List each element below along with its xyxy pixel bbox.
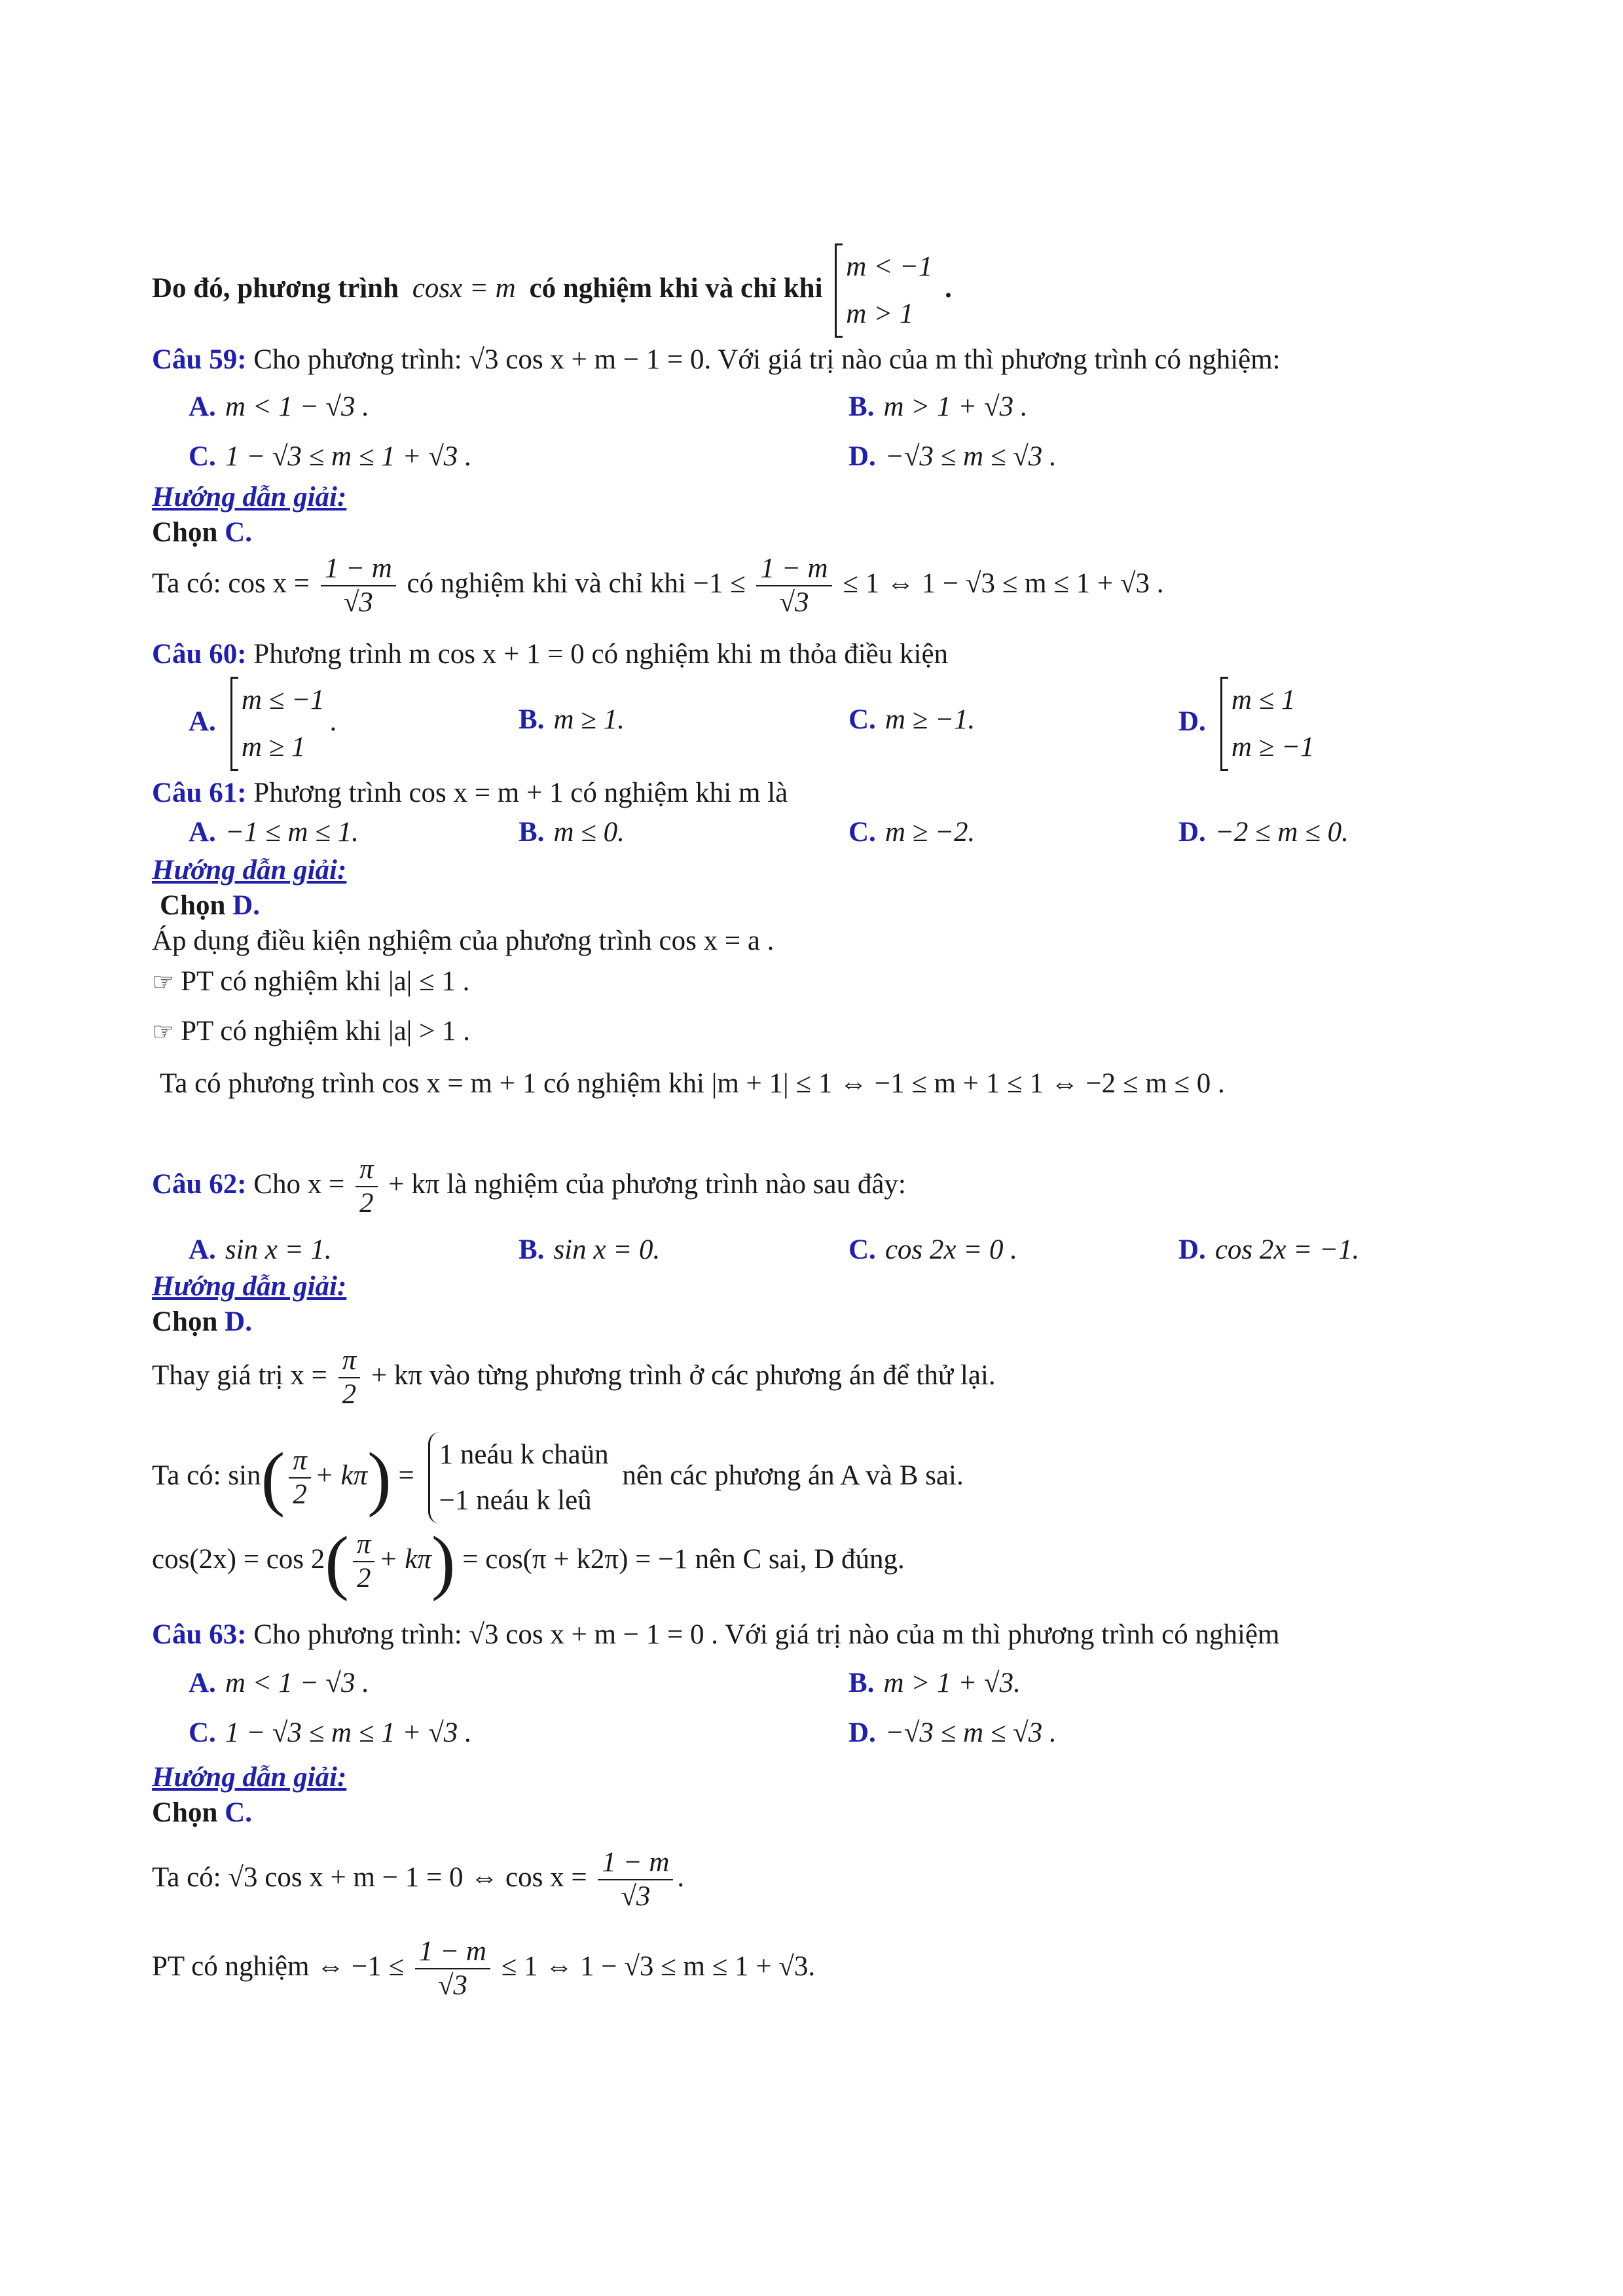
q62-sol3: cos(2x) = cos 2( $\frac{\pi}{2}$ + kπ) = cos(π + k2π) = −1 nên C sai, D đúng. xyxy=(152,1522,905,1602)
q61-option-c: C. m ≥ −2. xyxy=(848,817,976,848)
q62-sol2: Ta có: sin( $\frac{\pi}{2}$ + kπ) = 1 neáu k chaün −1 neáu k leû nên các phương án A và B sai. xyxy=(152,1427,964,1525)
q63-choose: Chọn C. xyxy=(152,1797,252,1828)
q63-sol2: PT có nghiệm ⇔ −1 ≤ $\frac{1 - m}{√3}$ ≤ 1 ⇔ 1 − √3 ≤ m ≤ 1 + √3. xyxy=(152,1936,816,2001)
q59-fraction-2: $\frac{1 - m}{√3}$ xyxy=(756,552,831,619)
q62-option-b: B. sin x = 0. xyxy=(519,1234,661,1265)
q59-option-b: B. m > 1 + √3 . xyxy=(848,391,1028,422)
q63-option-b: B. m > 1 + √3. xyxy=(848,1668,1021,1698)
q63-question: Câu 63: Cho phương trình: √3 cos x + m − 1 = 0 . Với giá trị nào của m thì phương trình có nghiệm xyxy=(152,1619,1280,1650)
intro-cond1: m < −1 xyxy=(846,251,933,282)
q62-option-d: D. cos 2x = −1. xyxy=(1178,1234,1360,1265)
intro-condition-bracket xyxy=(835,243,932,338)
q59-question xyxy=(152,342,1281,378)
q61-sol3: ☞ PT có nghiệm khi |a| > 1 . xyxy=(152,1016,471,1047)
q63-sol1: Ta có: √3 cos x + m − 1 = 0 ⇔ cos x = $\frac{1 - m}{√3}$ . xyxy=(152,1847,685,1912)
intro-cond2: m > 1 xyxy=(846,298,914,329)
q62-option-c: C. cos 2x = 0 . xyxy=(848,1234,1017,1265)
q59-choose: Chọn C. xyxy=(152,517,252,548)
q59-text: Cho phương trình: √3 cos x + m − 1 = 0. Với giá trị nào của m thì phương trình có nghiệm: xyxy=(253,344,1281,375)
q59-guide: Hướng dẫn giải: xyxy=(152,482,347,512)
q62-option-a: A. sin x = 1. xyxy=(189,1234,332,1265)
q62-question: Câu 62: Cho x = $\frac{\pi}{2}$ + kπ là nghiệm của phương trình nào sau đây: xyxy=(152,1154,906,1219)
q62-cases-brace: 1 neáu k chaün −1 neáu k leû xyxy=(428,1432,609,1524)
q63-guide: Hướng dẫn giải: xyxy=(152,1762,347,1793)
q59-fraction-1: $\frac{1 - m}{√3}$ xyxy=(321,552,396,619)
q62-choose: Chọn D. xyxy=(152,1306,252,1337)
q63-option-a: A. m < 1 − √3 . xyxy=(189,1668,369,1698)
q60-question: Câu 60: Phương trình m cos x + 1 = 0 có nghiệm khi m thỏa điều kiện xyxy=(152,639,949,670)
q59-option-c: C. 1 − √3 ≤ m ≤ 1 + √3 . xyxy=(189,441,472,472)
q63-option-d: D. −√3 ≤ m ≤ √3 . xyxy=(848,1717,1057,1748)
q60-option-a: A. m ≤ −1 m ≥ 1 . xyxy=(189,677,337,771)
pointing-hand-icon: ☞ xyxy=(152,1018,175,1046)
q59-option-d: D. −√3 ≤ m ≤ √3 . xyxy=(848,441,1057,472)
q59-label: Câu 59: xyxy=(152,344,247,375)
q61-guide: Hướng dẫn giải: xyxy=(152,855,347,886)
q59-option-a: A. m < 1 − √3 . xyxy=(189,391,369,422)
q60-option-d: D. m ≤ 1 m ≥ −1 xyxy=(1178,677,1319,771)
q60-option-b: B. m ≥ 1. xyxy=(519,704,625,735)
q63-option-c: C. 1 − √3 ≤ m ≤ 1 + √3 . xyxy=(189,1717,472,1748)
q61-question: Câu 61: Phương trình cos x = m + 1 có nghiệm khi m là xyxy=(152,778,788,808)
q62-sol1: Thay giá trị x = $\frac{\pi}{2}$ + kπ vào từng phương trình ở các phương án để thử lại. xyxy=(152,1345,996,1410)
q61-option-b: B. m ≤ 0. xyxy=(519,817,625,848)
q60-option-c: C. m ≥ −1. xyxy=(848,704,976,735)
intro-eq: cosx = m xyxy=(412,272,516,304)
intro-text: Do đó, phương trình xyxy=(152,272,399,304)
intro-text2: có nghiệm khi và chỉ khi xyxy=(529,272,823,304)
intro-end: . xyxy=(945,272,952,304)
q61-sol4: Ta có phương trình cos x = m + 1 có nghiệm khi |m + 1| ≤ 1 ⇔ −1 ≤ m + 1 ≤ 1 ⇔ −2 ≤ m ≤ 0 . xyxy=(160,1068,1225,1099)
pointing-hand-icon: ☞ xyxy=(152,969,175,996)
q61-option-d: D. −2 ≤ m ≤ 0. xyxy=(1178,817,1349,848)
q61-option-a: A. −1 ≤ m ≤ 1. xyxy=(189,817,359,848)
q61-choose: Chọn D. xyxy=(160,890,260,921)
q59-solution: Ta có: cos x = $\frac{1 - m}{√3}$ có nghiệm khi và chỉ khi −1 ≤ $\frac{1 - m}{√3}$ ≤ 1 ⇔ 1 − √3 ≤ m ≤ 1 + √3 . xyxy=(152,553,1164,619)
q62-guide: Hướng dẫn giải: xyxy=(152,1271,347,1302)
q61-sol2: ☞ PT có nghiệm khi |a| ≤ 1 . xyxy=(152,966,470,997)
intro-line xyxy=(152,243,952,338)
q61-sol1: Áp dụng điều kiện nghiệm của phương trình cos x = a . xyxy=(152,925,775,956)
